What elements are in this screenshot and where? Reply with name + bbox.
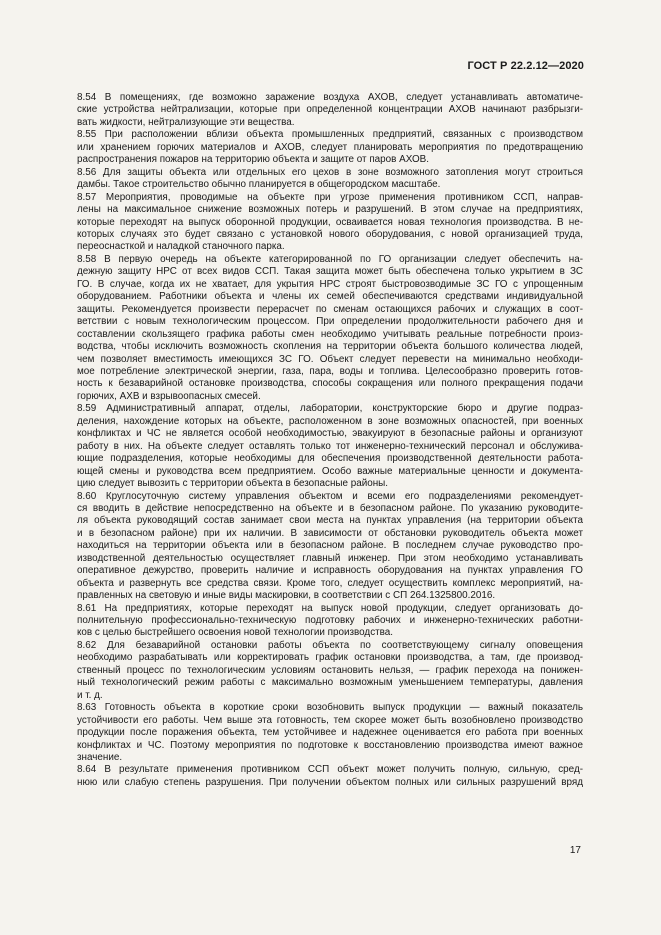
text-line: и т. д.: [77, 689, 103, 701]
text-line: ный технологический режим работы с максимально возможным уменьшением температуры, давления: [77, 677, 583, 689]
text-line: 8.61 На предприятиях, которые переходят на выпуск новой продукции, следует организовать до-: [77, 602, 583, 614]
text-line: работу в них. На объекте следует оставлять только тот инженерно-технический персонал и обслужива-: [77, 440, 583, 452]
text-line: ность к безаварийной остановке производства, способы сокращения или полного прекращения подачи: [77, 378, 583, 390]
text-line: 8.62 Для безаварийной остановки работы объекта по соответствующему сигналу оповещения: [77, 639, 583, 651]
text-line: объекта и развернуть все средства связи. Кроме того, следует осуществить комплекс мероприятий, на-: [77, 577, 583, 589]
text-line: оборудованием. Работники объекта и члены их семей обеспечиваются средствами индивидуальной: [77, 291, 583, 303]
text-line: распространения пожаров на территорию объекта и защите от паров АХОВ.: [77, 154, 429, 166]
text-line: ГО. В случае, когда их не хватает, для укрытия НРС строят быстровозводимые ЗС ГО с упрощенным: [77, 278, 583, 290]
text-line: деления, нахождение которых на объекте, расположенном в зоне возможных опасностей, при военных: [77, 415, 583, 427]
text-line: вать жидкости, нейтрализующие эти вещества.: [77, 116, 295, 128]
text-line: лены на максимальное снижение возможных потерь и разрушений. В этом случае на предприятиях,: [77, 204, 583, 216]
text-line: 8.55 При расположении вблизи объекта промышленных предприятий, связанных с производством: [77, 129, 583, 141]
text-line: или хранением горючих материалов и АХОВ, следует планировать мероприятия по предотвращению: [77, 141, 583, 153]
text-line: 8.54 В помещениях, где возможно заражение воздуха АХОВ, следует устанавливать автоматиче-: [77, 92, 583, 103]
text-line: ющей смены и руководства всем предприятием. Особо важные материальные ценности и документа-: [77, 465, 583, 477]
text-line: 8.64 В результате применения противником ССП объект может получить полную, сильную, сред-: [77, 764, 583, 776]
text-line: составлении скользящего графика работы смен необходимо учитывать реальные потребности произ-: [77, 328, 583, 340]
text-line: 8.63 Готовность объекта в короткие сроки возобновить выпуск продукции — важный показатель: [77, 702, 583, 714]
text-line: правленных на световую и иные виды маскировки, в соответствии с СП 264.1325800.2016.: [77, 590, 496, 602]
text-line: ские устройства нейтрализации, которые при определенной концентрации АХОВ начинают разбрызги-: [77, 104, 583, 116]
text-line: 8.58 В первую очередь на объекте категорированной по ГО организации следует обеспечить на-: [77, 253, 583, 265]
text-line: изводственной деятельностью осуществляет главный инженер. При этом необходимо устанавливать: [77, 552, 583, 564]
text-line: продукции после поражения объекта, тем устойчивее и надежнее оценивается его работа при военных: [77, 727, 583, 739]
text-line: ственный процесс по технологическим условиям остановить нельзя, — график перехода на понижен-: [77, 664, 583, 676]
text-line: и в безопасном районе) при их наличии. В зависимости от обстановки руководитель объекта может: [77, 527, 583, 539]
document-header: ГОСТ Р 22.2.12—2020: [467, 60, 584, 72]
text-line: полнительную профессионально-техническую подготовку рабочих и инженерно-технических работни-: [77, 615, 583, 627]
text-line: дамбы. Такое строительство обычно планируется в общегородском масштабе.: [77, 179, 441, 191]
text-line: ков с целью быстрейшего освоения новой технологии производства.: [77, 627, 394, 639]
text-line: находиться на территории объекта или в безопасном районе. В последнем случае руководство про-: [77, 540, 583, 552]
text-line: водства, чтобы исключить возможность скопления на территории объекта большого количества людей,: [77, 341, 583, 353]
text-line: нюю или слабую степень разрушения. При получении объектом полных или сильных разрушений вряд: [77, 776, 583, 788]
text-line: переоснасткой и наладкой станочного парка.: [77, 241, 285, 253]
page-number: 17: [569, 845, 581, 856]
text-line: необходимо разрабатывать или корректировать график остановки производства, а там, где производ-: [77, 652, 583, 664]
text-line: 8.56 Для защиты объекта или отдельных его цехов в зоне возможного затопления могут строиться: [77, 166, 583, 178]
text-line: ющие подразделения, которые необходимы для обеспечения производственной деятельности работа-: [77, 453, 583, 465]
text-line: устойчивости его работы. Чем выше эта готовность, тем скорее может быть возобновлено производство: [77, 714, 583, 726]
text-line: 8.57 Мероприятия, проводимые на объекте при угрозе применения противником ССП, направ-: [77, 191, 583, 203]
text-line: мое потребление электрической энергии, газа, пара, воды и топлива. Целесообразно проверить готов-: [77, 365, 583, 377]
text-line: дежную защиту НРС от всех видов ССП. Такая защита может быть обеспечена только укрытием в ЗС: [77, 266, 583, 278]
document-body: [77, 92, 583, 789]
text-line: чем позволяет вместимость имеющихся ЗС ГО. Объект следует перевести на минимально необходи-: [77, 353, 583, 365]
text-line: ля объекта руководящий состав занимает свои места на пунктах управления (на территории объекта: [77, 515, 583, 527]
text-line: ся вводить в действие непосредственно на объекте и в безопасном районе. По указанию руководите-: [77, 502, 583, 514]
text-line: значение.: [77, 752, 123, 764]
text-line: конфликтах и ЧС не является особой необходимостью, эвакуируют в безопасные районы и организуют: [77, 428, 583, 440]
text-line: цию следует вывозить с территории объекта в безопасные районы.: [77, 478, 389, 490]
text-line: ветствии с новым технологическим процессом. При определении продолжительности рабочего дня и: [77, 316, 583, 328]
text-line: 8.59 Административный аппарат, отделы, лаборатории, конструкторские бюро и другие подраз-: [77, 403, 583, 415]
text-line: оперативное дежурство, проверить наличие и исправность оборудования на пунктах управления ГО: [77, 565, 583, 577]
text-line: которые переходят на выпуск оборонной продукции, осваивается новая технология производства. В не-: [77, 216, 583, 228]
text-line: которых случаях это будет связано с установкой нового оборудования, с новой организацией труда,: [77, 228, 583, 240]
text-line: горючих, АХВ и взрывоопасных смесей.: [77, 390, 261, 402]
text-line: 8.60 Круглосуточную систему управления объектом и всеми его подразделениями рекомендует-: [77, 490, 583, 502]
text-line: конфликтах и ЧС. Поэтому мероприятия по подготовке к восстановлению производства имеют важное: [77, 739, 583, 751]
text-line: защиты. Рекомендуется произвести перерасчет по сменам остающихся рабочих и служащих в соот-: [77, 303, 583, 315]
